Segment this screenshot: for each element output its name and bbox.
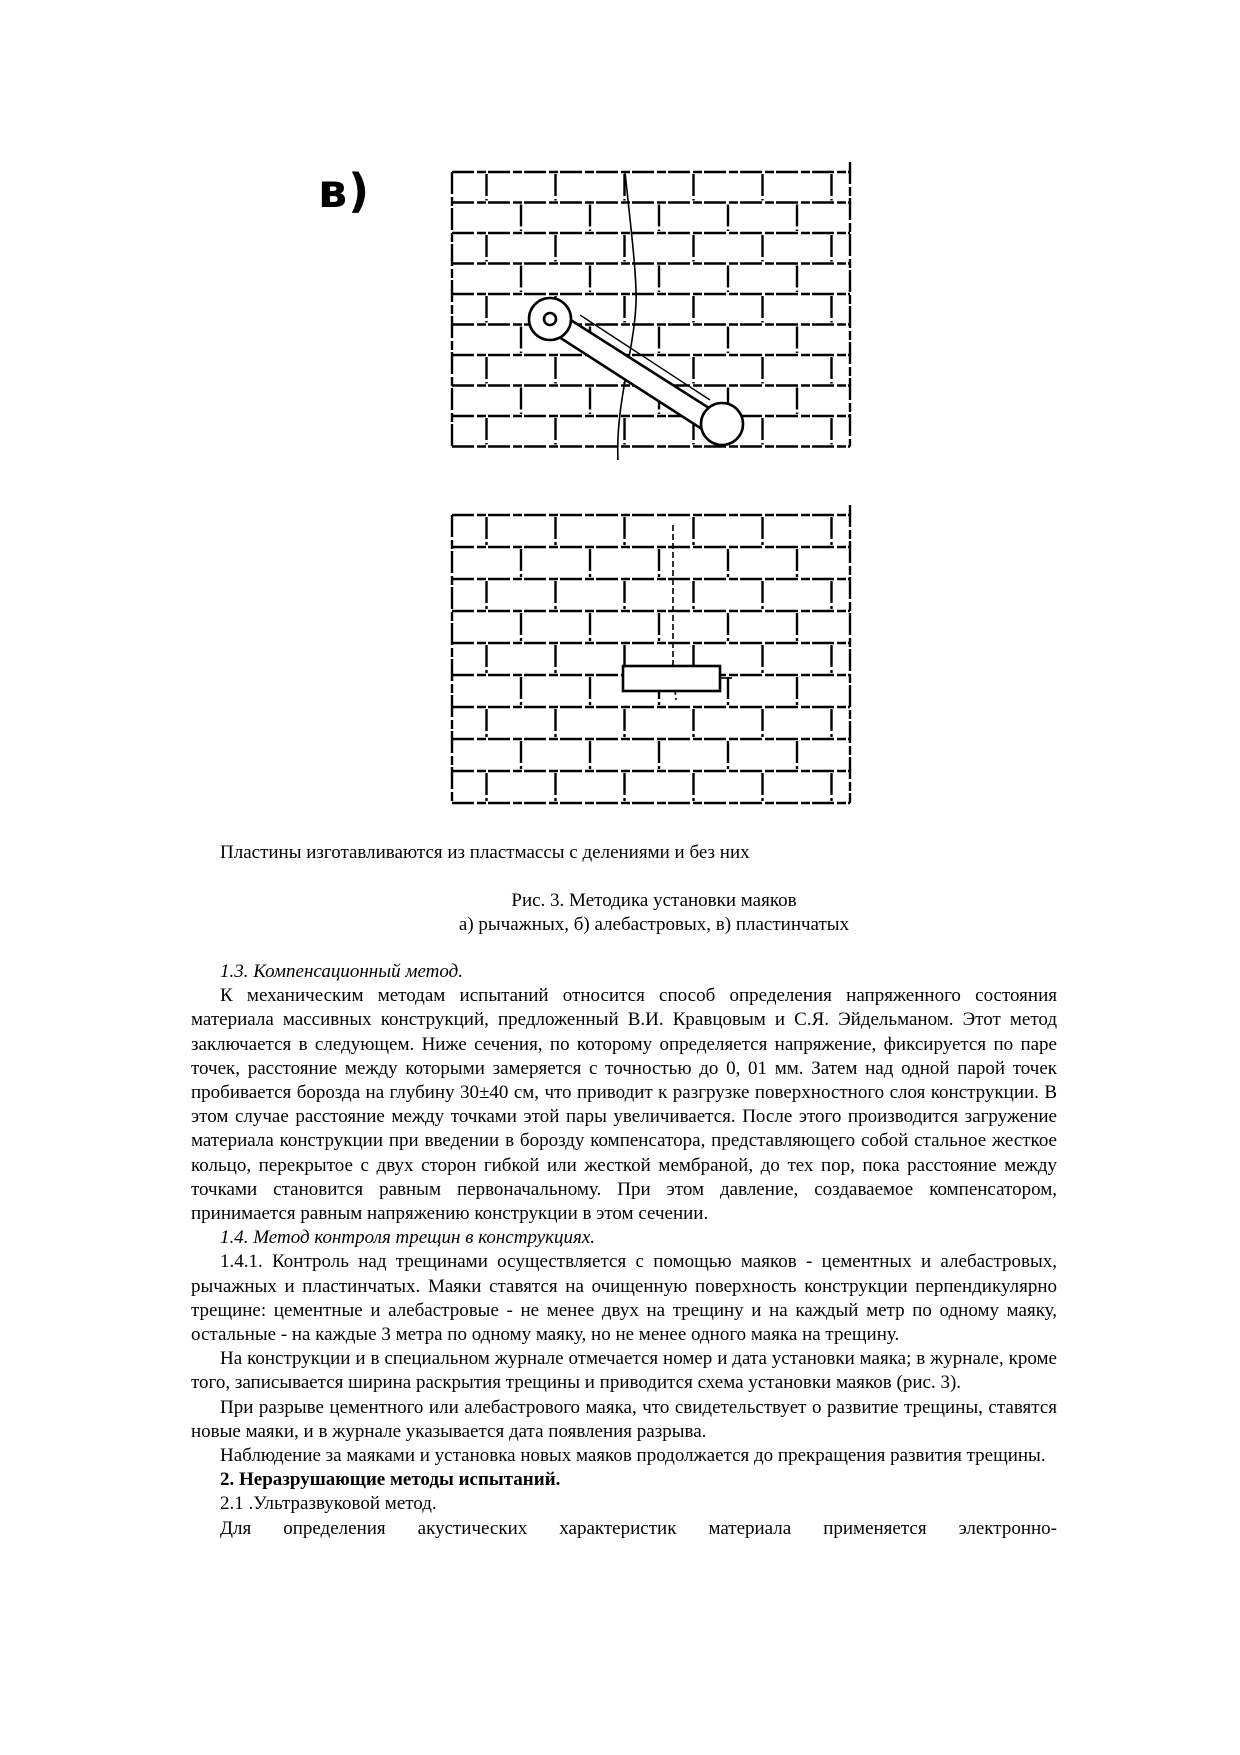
section-1-3-title: 1.3. Компенсационный метод. — [220, 961, 463, 982]
plates-note-block — [191, 841, 1057, 865]
section-1-3-paragraph: К механическим методам испытаний относится способ определения напряженного состояния материала массивных конструкций, предложенный В.И. Кравцовым и С.Я. Эйдельманом. Этот метод заключается в следующем. Ниже сечения, по которому определяется напряжение, фиксируется по паре точек, расстояние между которыми замеряется с точностью до 0, 01 мм. Затем над одной парой точек пробивается борозда на глубину 30±40 см, что приводит к разгрузке поверхностного слоя конструкции. В этом случае расстояние между точками этой пары увеличивается. После этого производится загружение материала конструкции при введении в борозду компенсатора, представляющего собой стальное жесткое кольцо, перекрытое с двух сторон гибкой или жесткой мембраной, до тех пор, пока расстояние между точками становится равным первоначальному. При этом давление, создаваемое компенсатором, принимается равным напряжению конструкции в этом сечении. — [191, 985, 1057, 1225]
caption-line-2: а) рычажных, б) алебастровых, в) пластинчатых — [458, 914, 850, 936]
journal-paragraph: На конструкции и в специальном журнале отмечается номер и дата установки маяка; в журнале, кроме того, записывается ширина раскрытия трещины и приводится схема установки маяков (рис. 3). — [191, 1348, 1057, 1394]
observation-paragraph: Наблюдение за маяками и установка новых маяков продолжается до прекращения развития трещины. — [220, 1445, 1046, 1467]
section-2-title: 2. Неразрушающие методы испытаний. — [220, 1469, 561, 1491]
plate-beacon — [623, 666, 732, 691]
caption-line-1: Рис. 3. Методика установки маяков — [511, 890, 797, 911]
plates-note: Пластины изготавливаются из пластмассы с делениями и без них — [220, 842, 750, 863]
body-text — [191, 960, 1057, 1541]
lower-brick-wall-with-plate-beacon — [452, 505, 850, 803]
section-1-4-1-paragraph: 1.4.1. Контроль над трещинами осуществляется с помощью маяков - цементных и алебастровых, рычажных и пластинчатых. Маяки ставятся на очищенную поверхность конструкции перпендикулярно трещине: цементные и алебастровые - не менее двух на трещину и на каждый метр по одному маяку, остальные - на каждые 3 метра по одному маяку, но не менее одного маяка на трещину. — [191, 1251, 1057, 1346]
brick-wall-beacons-figure — [440, 160, 880, 820]
section-1-4-title: 1.4. Метод контроля трещин в конструкциях. — [220, 1227, 596, 1249]
section-2-1-title: 2.1 .Ультразвуковой метод. — [220, 1493, 437, 1515]
figure-label: в) — [318, 164, 371, 218]
rupture-paragraph: При разрыве цементного или алебастрового маяка, что свидетельствует о развитие трещины, ставятся новые маяки, и в журнале указывается дата появления разрыва. — [191, 1396, 1057, 1442]
upper-brick-wall-with-lever-beacon — [452, 162, 850, 447]
lever-beacon — [529, 298, 743, 445]
figure-caption — [191, 889, 1057, 937]
last-line: Для определения акустических характеристик материала применяется электронно- — [220, 1517, 1057, 1539]
